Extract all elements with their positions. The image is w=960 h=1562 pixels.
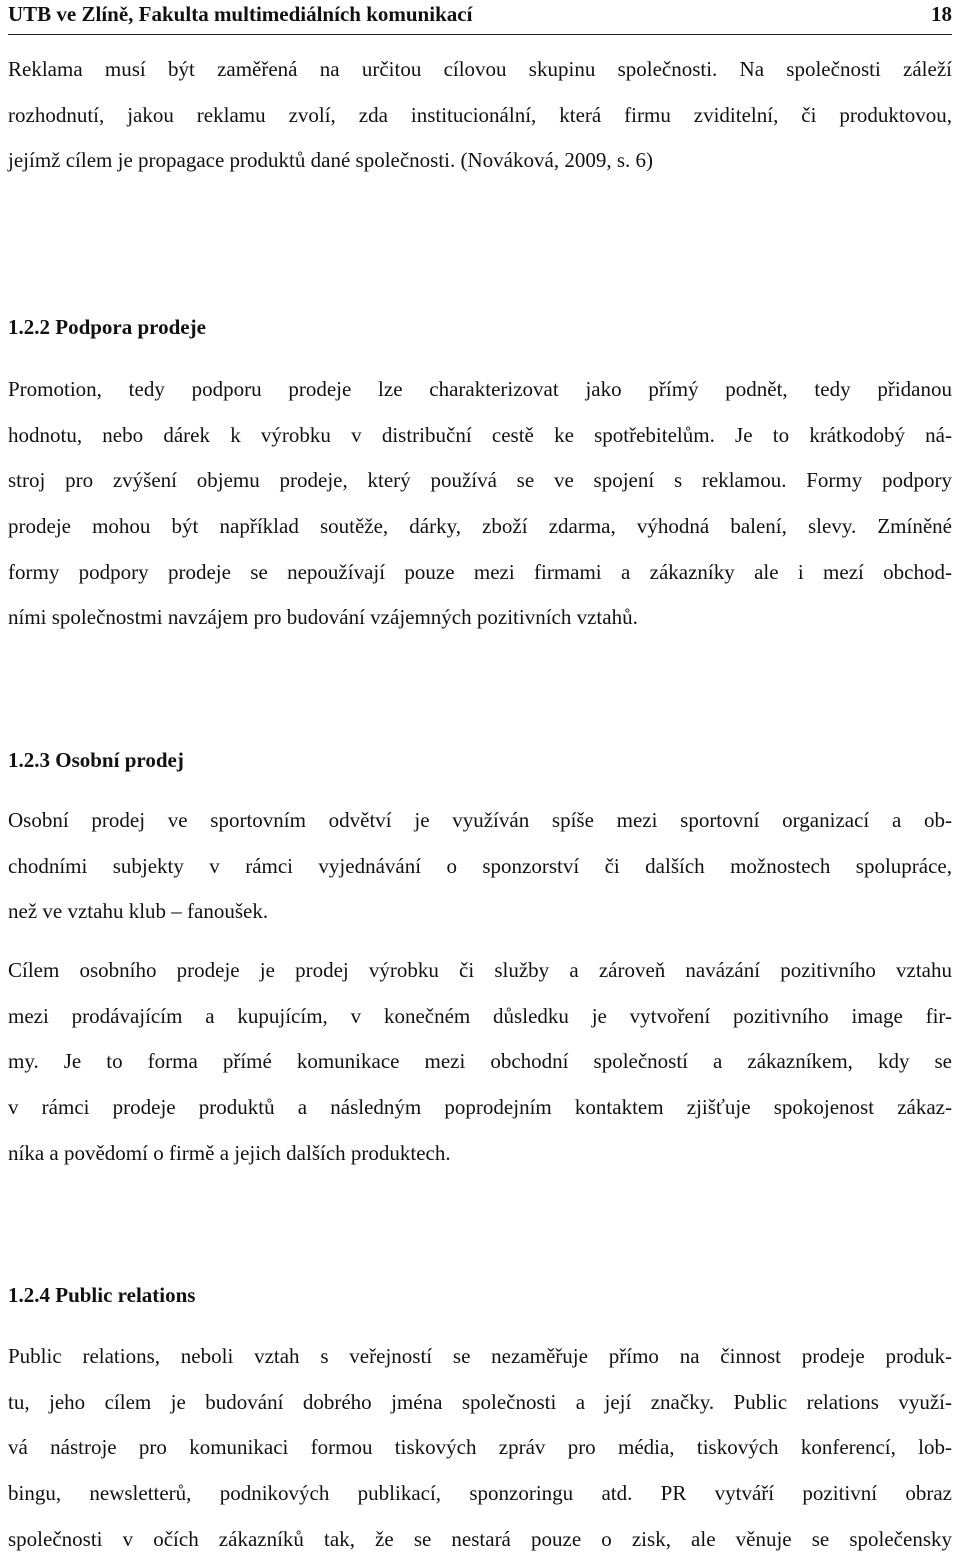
section-heading (8, 1283, 952, 1308)
page-header (8, 0, 952, 35)
text-line: jejímž cílem je propagace produktů dané společnosti. (Nováková, 2009, s. 6) (8, 148, 653, 173)
text-line: Reklama musí být zaměřená na určitou cílovou skupinu společnosti. Na společnosti záleží (8, 57, 952, 81)
text-line: hodnotu, nebo dárek k výrobku v distribuční cestě ke spotřebitelům. Je to krátkodobý ná- (8, 422, 952, 447)
text-line: mezi prodávajícím a kupujícím, v konečném důsledku je vytvoření pozitivního image fir- (8, 1003, 952, 1028)
header-title: UTB ve Zlíně, Fakulta multimediálních komunikací (8, 2, 473, 26)
text-line: ními společnostmi navzájem pro budování vzájemných pozitivních vztahů. (8, 605, 638, 630)
section-heading-public-relations: 1.2.4 Public relations (8, 1283, 196, 1307)
text-line: tu, jeho cílem je budování dobrého jména společnosti a její značky. Public relations využí- (8, 1389, 952, 1414)
text-line: rozhodnutí, jakou reklamu zvolí, zda institucionální, která firmu zviditelní, či produktovou, (8, 102, 952, 127)
text-line: stroj pro zvýšení objemu prodeje, který používá se ve spojení s reklamou. Formy podpory (8, 468, 952, 493)
text-line: prodeje mohou být například soutěže, dárky, zboží zdarma, výhodná balení, slevy. Zmíněné (8, 514, 952, 539)
public-relations-paragraph (8, 1334, 952, 1562)
podpora-prodeje-paragraph (8, 367, 952, 641)
intro-paragraph (8, 47, 952, 184)
text-line: společnosti v očích zákazníků tak, že se nestará pouze o zisk, ale věnuje se společensky (8, 1526, 952, 1551)
text-line: Cílem osobního prodeje je prodej výrobku či služby a zároveň navázání pozitivního vztahu (8, 958, 952, 982)
text-line: vá nástroje pro komunikaci formou tiskových zpráv pro média, tiskových konferencí, lob- (8, 1435, 952, 1460)
page-number: 18 (931, 2, 952, 26)
text-line: formy podpory prodeje se nepoužívají pouze mezi firmami a zákazníky ale i mezí obchod- (8, 559, 952, 584)
text-line: my. Je to forma přímé komunikace mezi obchodní společností a zákazníkem, kdy se (8, 1049, 952, 1074)
text-line: bingu, newsletterů, podnikových publikací, sponzoringu atd. PR vytváří pozitivní obraz (8, 1481, 952, 1506)
text-line: Public relations, neboli vztah s veřejností se nezaměřuje přímo na činnost prodeje produk- (8, 1344, 952, 1368)
section-heading-podpora-prodeje: 1.2.2 Podpora prodeje (8, 315, 206, 339)
osobni-prodej-paragraph-2 (8, 948, 952, 1176)
text-line: Osobní prodej ve sportovním odvětví je využíván spíše mezi sportovní organizací a ob- (8, 808, 952, 832)
section-heading (8, 315, 952, 340)
text-line: níka a povědomí o firmě a jejich dalších produktech. (8, 1140, 451, 1165)
text-line: chodními subjekty v rámci vyjednávání o sponzorství či dalších možnostech spolupráce, (8, 853, 952, 878)
section-heading-osobni-prodej: 1.2.3 Osobní prodej (8, 748, 184, 772)
text-line: Promotion, tedy podporu prodeje lze charakterizovat jako přímý podnět, tedy přidanou (8, 377, 952, 401)
text-line: než ve vztahu klub – fanoušek. (8, 899, 269, 924)
text-line: v rámci prodeje produktů a následným poprodejním kontaktem zjišťuje spokojenost zákaz- (8, 1095, 952, 1120)
osobni-prodej-paragraph-1 (8, 798, 952, 935)
section-heading (8, 748, 952, 773)
